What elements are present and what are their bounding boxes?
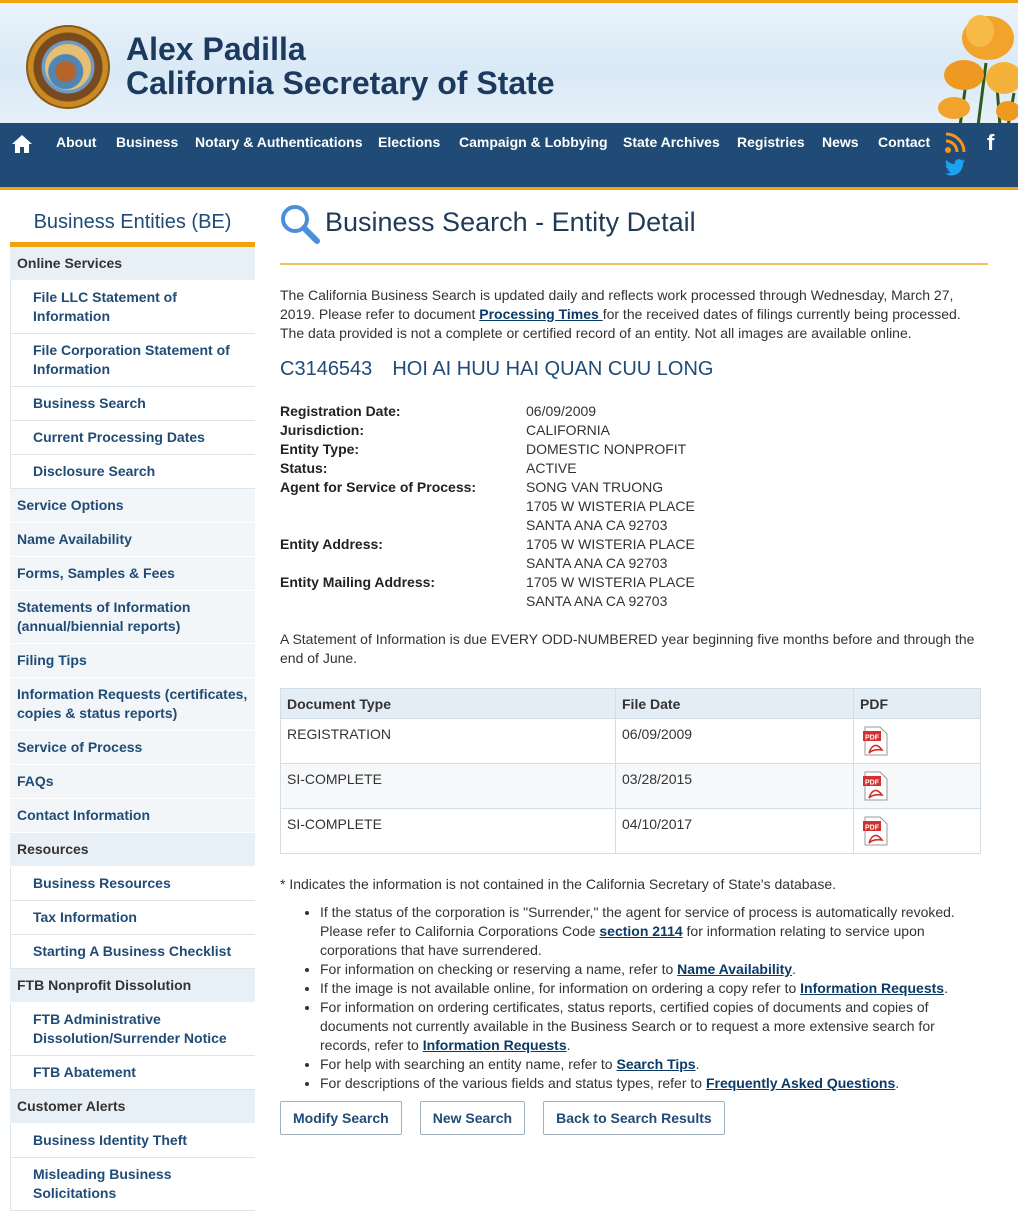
faq-link[interactable]: Frequently Asked Questions	[705, 1075, 896, 1091]
sidebar-item-business-resources[interactable]: Business Resources	[10, 867, 255, 901]
pdf-cell	[854, 764, 981, 809]
sidebar-item-faqs[interactable]: FAQs	[10, 765, 255, 799]
table-row	[281, 719, 981, 764]
sidebar-item-service-of-process[interactable]: Service of Process	[10, 731, 255, 765]
brand-name[interactable]: Alex Padilla	[126, 31, 306, 67]
list-item	[320, 1074, 988, 1093]
column-header-document-type: Document Type	[281, 689, 616, 719]
registration-date-label: Registration Date:	[280, 403, 401, 419]
sidebar-item-misleading-solicitations[interactable]: Misleading Business Solicitations	[10, 1158, 255, 1211]
entity-details	[280, 402, 988, 611]
status-value: ACTIVE	[526, 460, 577, 476]
sidebar-item-service-options[interactable]: Service Options	[10, 489, 255, 523]
table-row	[281, 764, 981, 809]
nav-notary[interactable]: Notary & Authentications	[195, 134, 363, 150]
file-date-cell: 04/10/2017	[616, 809, 854, 854]
tip-text: For information on ordering certificates, status reports, certified copies of documents and copies of documents not currently available in the Business Search or to request a more extensive search for records, refer to	[320, 999, 935, 1053]
facebook-icon[interactable]: f	[987, 130, 995, 155]
twitter-icon[interactable]	[944, 158, 966, 178]
sidebar-item-statements-of-information[interactable]: Statements of Information (annual/biennial reports)	[10, 591, 255, 644]
sidebar-section-online-services[interactable]: Online Services	[10, 247, 255, 281]
tip-text: .	[792, 961, 796, 977]
nav-contact[interactable]: Contact	[878, 134, 931, 150]
information-requests-link[interactable]: Information Requests	[422, 1037, 567, 1053]
brand-office[interactable]: California Secretary of State	[126, 65, 555, 101]
tip-text: If the status of the corporation is "Surrender," the agent for service of process is automatically revoked. Please refer to California Corporations Code	[320, 904, 955, 939]
rss-icon[interactable]	[944, 132, 966, 154]
processing-times-link[interactable]: Processing Times	[479, 306, 603, 322]
table-row	[281, 809, 981, 854]
nav-business[interactable]: Business	[116, 134, 179, 150]
nav-state-archives[interactable]: State Archives	[623, 134, 720, 150]
nav-news[interactable]: News	[822, 134, 859, 150]
agent-address-line-1: 1705 W WISTERIA PLACE	[526, 498, 695, 514]
entity-type-value: DOMESTIC NONPROFIT	[526, 441, 687, 457]
poppy-flowers-image	[868, 3, 1018, 123]
back-to-results-button[interactable]: Back to Search Results	[543, 1101, 725, 1135]
sidebar-item-forms-fees[interactable]: Forms, Samples & Fees	[10, 557, 255, 591]
main-content	[280, 200, 988, 1135]
mailing-address-line-1: 1705 W WISTERIA PLACE	[526, 574, 695, 590]
pdf-icon[interactable]	[860, 771, 890, 801]
list-item	[320, 1055, 988, 1074]
statement-of-information-note: A Statement of Information is due EVERY ODD-NUMBERED year beginning five months before and through the end of June.	[280, 631, 975, 666]
list-item	[320, 903, 988, 960]
registration-date-value: 06/09/2009	[526, 403, 597, 419]
entity-address-line-2: SANTA ANA CA 92703	[526, 555, 668, 571]
sidebar-item-contact-information[interactable]: Contact Information	[10, 799, 255, 833]
nav-about[interactable]: About	[56, 134, 97, 150]
information-requests-link[interactable]: Information Requests	[800, 980, 945, 996]
column-header-file-date: File Date	[616, 689, 854, 719]
entity-number: C3146543	[280, 358, 373, 380]
tip-text: For descriptions of the various fields and status types, refer to	[320, 1075, 706, 1091]
sidebar	[10, 205, 255, 1211]
column-header-pdf: PDF	[854, 689, 981, 719]
sidebar-section-customer-alerts[interactable]: Customer Alerts	[10, 1090, 255, 1124]
state-seal-logo[interactable]	[26, 25, 110, 109]
pdf-icon[interactable]	[860, 726, 890, 756]
database-note: * Indicates the information is not contained in the California Secretary of State's database.	[280, 876, 836, 892]
list-item	[320, 960, 988, 979]
jurisdiction-label: Jurisdiction:	[280, 422, 365, 438]
tip-text: .	[895, 1075, 900, 1091]
sidebar-item-identity-theft[interactable]: Business Identity Theft	[10, 1124, 255, 1158]
document-type-cell: REGISTRATION	[281, 719, 616, 764]
tip-text: For information on checking or reserving a name, refer to	[320, 961, 678, 977]
agent-value	[526, 478, 695, 535]
intro-paragraph	[280, 286, 988, 343]
list-item	[320, 998, 988, 1055]
mailing-address-line-2: SANTA ANA CA 92703	[526, 593, 668, 609]
agent-address-line-2: SANTA ANA CA 92703	[526, 517, 668, 533]
new-search-button[interactable]: New Search	[420, 1101, 525, 1135]
tip-text: For help with searching an entity name, refer to	[320, 1056, 617, 1072]
info-list	[280, 903, 988, 1093]
svg-text:PDF: PDF	[865, 824, 879, 832]
nav-elections[interactable]: Elections	[378, 134, 441, 150]
mailing-address-label: Entity Mailing Address:	[280, 574, 436, 590]
tip-text: .	[944, 980, 948, 996]
mailing-address-value	[526, 573, 695, 611]
tip-text: .	[695, 1056, 700, 1072]
agent-name: SONG VAN TRUONG	[526, 479, 664, 495]
sidebar-title[interactable]: Business Entities (BE)	[10, 205, 255, 247]
sidebar-item-tax-information[interactable]: Tax Information	[10, 901, 255, 935]
document-type-cell: SI-COMPLETE	[281, 764, 616, 809]
tip-text: .	[566, 1037, 571, 1053]
file-date-cell: 03/28/2015	[616, 764, 854, 809]
entity-address-line-1: 1705 W WISTERIA PLACE	[526, 536, 695, 552]
sidebar-item-ftb-abatement[interactable]: FTB Abatement	[10, 1056, 255, 1090]
sidebar-section-resources[interactable]: Resources	[10, 833, 255, 867]
sidebar-item-ftb-admin-dissolution[interactable]: FTB Administrative Dissolution/Surrender Notice	[10, 1003, 255, 1056]
name-availability-link[interactable]: Name Availability	[677, 961, 793, 977]
pdf-icon[interactable]	[860, 816, 890, 846]
modify-search-button[interactable]: Modify Search	[280, 1101, 402, 1135]
pdf-cell	[854, 809, 981, 854]
status-label: Status:	[280, 460, 328, 476]
search-icon	[280, 204, 320, 244]
sidebar-item-business-search[interactable]: Business Search	[10, 387, 255, 421]
entity-address-value	[526, 535, 695, 573]
agent-label: Agent for Service of Process:	[280, 479, 477, 495]
page-heading	[280, 200, 988, 265]
document-type-cell: SI-COMPLETE	[281, 809, 616, 854]
svg-text:PDF: PDF	[865, 779, 879, 787]
tip-text: If the image is not available online, for information on ordering a copy refer to	[320, 980, 801, 996]
jurisdiction-value: CALIFORNIA	[526, 422, 611, 438]
nav-campaign-lobbying[interactable]: Campaign & Lobbying	[459, 134, 608, 150]
site-header	[0, 0, 1018, 123]
sidebar-item-information-requests[interactable]: Information Requests (certificates, copies & status reports)	[10, 678, 255, 731]
pdf-cell	[854, 719, 981, 764]
page-title: Business Search - Entity Detail	[325, 207, 696, 237]
sidebar-item-name-availability[interactable]: Name Availability	[10, 523, 255, 557]
file-date-cell: 06/09/2009	[616, 719, 854, 764]
entity-type-label: Entity Type:	[280, 441, 360, 457]
sidebar-section-ftb-nonprofit[interactable]: FTB Nonprofit Dissolution	[10, 969, 255, 1003]
home-icon[interactable]	[10, 133, 34, 155]
entity-name: HOI AI HUU HAI QUAN CUU LONG	[392, 358, 714, 380]
sidebar-item-starting-business-checklist[interactable]: Starting A Business Checklist	[10, 935, 255, 969]
svg-text:PDF: PDF	[865, 734, 879, 742]
action-buttons	[280, 1101, 988, 1135]
search-tips-link[interactable]: Search Tips	[616, 1056, 696, 1072]
sidebar-item-processing-dates[interactable]: Current Processing Dates	[10, 421, 255, 455]
intro-text-1: The California Business Search is updated daily and reflects work processed through Wednesday, March 27, 2019. Please refer to document	[280, 287, 954, 322]
section-2114-link[interactable]: section 2114	[599, 923, 683, 939]
tip-text: for information relating to service upon corporations that have surrendered.	[320, 923, 925, 958]
sidebar-item-filing-tips[interactable]: Filing Tips	[10, 644, 255, 678]
list-item	[320, 979, 988, 998]
main-nav	[0, 123, 1018, 190]
nav-registries[interactable]: Registries	[737, 134, 805, 150]
sidebar-item-disclosure-search[interactable]: Disclosure Search	[10, 455, 255, 489]
entity-title	[280, 356, 988, 382]
intro-text-2: for the received dates of filings currently being processed. The data provided is not a complete or certified record of an entity. Not all images are available online.	[280, 306, 961, 341]
entity-address-label: Entity Address:	[280, 536, 383, 552]
documents-table	[280, 688, 981, 854]
sidebar-item-file-llc-soi[interactable]: File LLC Statement of Information	[10, 281, 255, 334]
sidebar-item-file-corp-soi[interactable]: File Corporation Statement of Information	[10, 334, 255, 387]
